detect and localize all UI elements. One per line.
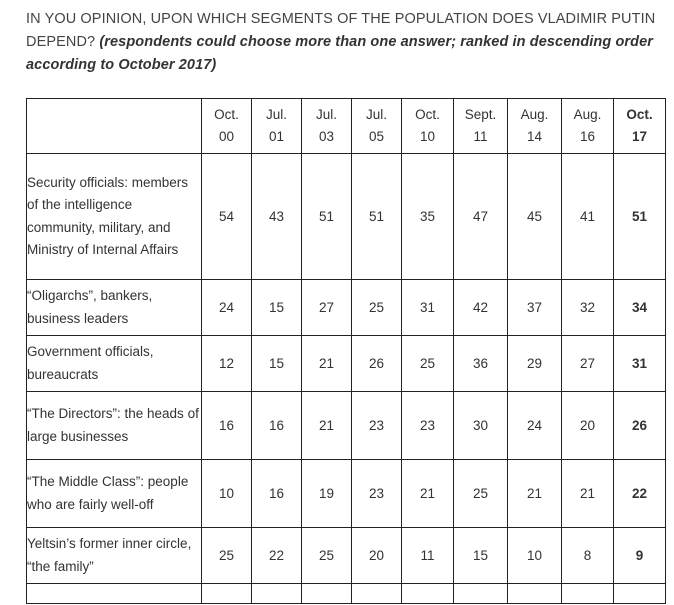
table-row: [27, 154, 666, 280]
table-row: [27, 336, 666, 392]
column-header: [352, 99, 402, 154]
column-month: Jul.: [365, 107, 387, 122]
table-cell: 10: [508, 528, 562, 584]
table-cell: 45: [508, 154, 562, 280]
table-cell: 25: [454, 460, 508, 528]
table-cell-empty: [302, 584, 352, 604]
table-row-partial: [27, 584, 666, 604]
table-cell: 20: [352, 528, 402, 584]
column-year: 10: [419, 129, 436, 144]
table-cell-empty: [202, 584, 252, 604]
question-note: (respondents could choose more than one answer; ranked in descending order according to October 2017): [26, 34, 654, 73]
table-cell-latest: 31: [614, 336, 666, 392]
table-cell: 8: [562, 528, 614, 584]
table-cell-empty: [454, 584, 508, 604]
column-month: Sept.: [464, 107, 497, 122]
table-cell: 41: [562, 154, 614, 280]
table-cell-empty: [27, 584, 202, 604]
table-cell: 29: [508, 336, 562, 392]
row-label: “The Middle Class”: people who are fairly well-off: [27, 460, 202, 528]
table-cell: 51: [352, 154, 402, 280]
row-label: “The Directors”: the heads of large businesses: [27, 392, 202, 460]
poll-question: [26, 8, 670, 77]
column-year: 00: [218, 129, 235, 144]
table-cell: 32: [562, 280, 614, 336]
column-month: Aug.: [520, 107, 549, 122]
column-year: 01: [268, 129, 285, 144]
column-year: 16: [579, 129, 596, 144]
table-cell: 21: [402, 460, 454, 528]
table-row: [27, 280, 666, 336]
row-label: Yeltsin’s former inner circle, “the family”: [27, 528, 202, 584]
table-cell: 23: [352, 460, 402, 528]
table-cell: 19: [302, 460, 352, 528]
table-cell: 42: [454, 280, 508, 336]
table-cell: 43: [252, 154, 302, 280]
column-header: [302, 99, 352, 154]
table-cell: 20: [562, 392, 614, 460]
table-cell: 24: [202, 280, 252, 336]
table-cell-empty: [352, 584, 402, 604]
table-cell: 26: [352, 336, 402, 392]
table-cell: 25: [202, 528, 252, 584]
column-header: [202, 99, 252, 154]
table-cell-empty: [614, 584, 666, 604]
table-cell: 30: [454, 392, 508, 460]
row-label: “Oligarchs”, bankers, business leaders: [27, 280, 202, 336]
table-cell: 27: [562, 336, 614, 392]
table-cell-empty: [252, 584, 302, 604]
column-month: Jul.: [315, 107, 337, 122]
table-cell: 15: [454, 528, 508, 584]
column-month: Oct.: [415, 107, 440, 122]
table-cell: 54: [202, 154, 252, 280]
table-cell-latest: 51: [614, 154, 666, 280]
table-cell: 25: [352, 280, 402, 336]
header-row: [27, 99, 666, 154]
table-cell-latest: 9: [614, 528, 666, 584]
question-text: IN YOU OPINION, UPON WHICH SEGMENTS OF THE POPULATION DOES VLADIMIR PUTIN DEPEND?: [26, 11, 656, 50]
table-cell: 11: [402, 528, 454, 584]
column-year: 11: [473, 129, 488, 144]
table-cell: 21: [508, 460, 562, 528]
table-cell: 25: [402, 336, 454, 392]
table-cell: 22: [252, 528, 302, 584]
table-cell: 12: [202, 336, 252, 392]
table-cell: 15: [252, 336, 302, 392]
table-cell: 31: [402, 280, 454, 336]
table-cell: 16: [202, 392, 252, 460]
column-year: 03: [318, 129, 335, 144]
table-cell-empty: [402, 584, 454, 604]
table-cell: 23: [402, 392, 454, 460]
table-cell-latest: 34: [614, 280, 666, 336]
header-corner-cell: [27, 99, 202, 154]
poll-results-table: [26, 98, 666, 604]
table-cell: 23: [352, 392, 402, 460]
column-header: [402, 99, 454, 154]
table-row: [27, 392, 666, 460]
row-label: Security officials: members of the intelligence community, military, and Ministry of Internal Affairs: [27, 154, 202, 280]
table-cell: 16: [252, 392, 302, 460]
column-month: Oct.: [626, 107, 653, 122]
table-cell: 51: [302, 154, 352, 280]
table-cell: 27: [302, 280, 352, 336]
column-header: [454, 99, 508, 154]
column-header: [252, 99, 302, 154]
table-cell: 36: [454, 336, 508, 392]
table-cell: 16: [252, 460, 302, 528]
column-month: Aug.: [573, 107, 602, 122]
table-cell: 15: [252, 280, 302, 336]
column-month: Oct.: [214, 107, 239, 122]
table-cell: 10: [202, 460, 252, 528]
column-year: 14: [526, 129, 543, 144]
table-cell: 24: [508, 392, 562, 460]
table-cell: 35: [402, 154, 454, 280]
column-header: [562, 99, 614, 154]
column-year: 17: [631, 129, 648, 144]
table-cell-empty: [508, 584, 562, 604]
table-cell-latest: 26: [614, 392, 666, 460]
table-cell-latest: 22: [614, 460, 666, 528]
table-cell: 21: [302, 392, 352, 460]
column-month: Jul.: [265, 107, 287, 122]
column-year: 05: [368, 129, 385, 144]
table-cell: 47: [454, 154, 508, 280]
table-row: [27, 460, 666, 528]
table-cell: 21: [302, 336, 352, 392]
column-header-latest: [614, 99, 666, 154]
table-cell: 37: [508, 280, 562, 336]
table-row: [27, 528, 666, 584]
column-header: [508, 99, 562, 154]
table-cell-empty: [562, 584, 614, 604]
table-cell: 21: [562, 460, 614, 528]
table-cell: 25: [302, 528, 352, 584]
row-label: Government officials, bureaucrats: [27, 336, 202, 392]
